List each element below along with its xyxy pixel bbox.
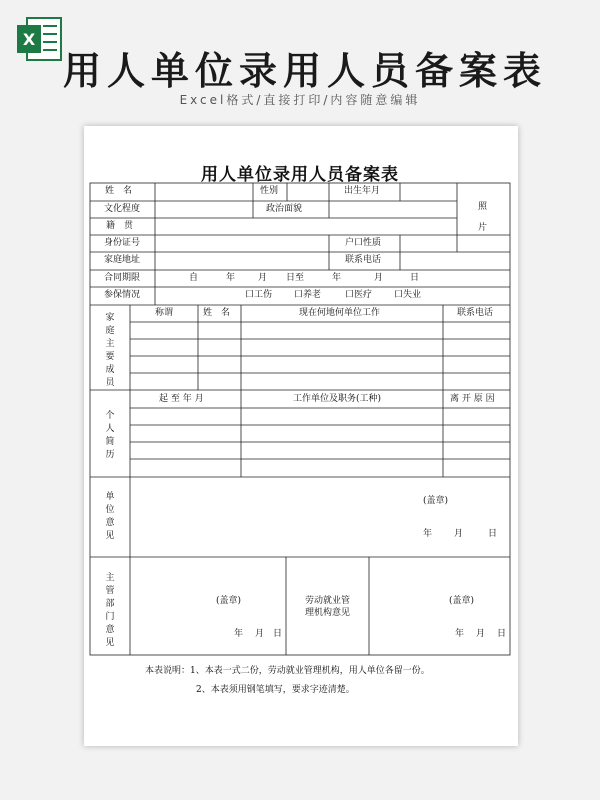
label-birth: 出生年月 — [344, 186, 381, 196]
unit-opinion-day: 日 — [488, 529, 498, 539]
contract-year-1: 年 — [226, 273, 236, 283]
contract-month-1: 月 — [258, 273, 268, 283]
authority-opinion-label: 主管部门意见 — [105, 573, 115, 648]
authority-year: 年 — [234, 629, 244, 639]
label-name: 姓 名 — [105, 186, 133, 196]
insurance-option-pension[interactable]: 口养老 — [294, 290, 322, 300]
family-header-phone: 联系电话 — [457, 308, 494, 318]
label-contract: 合同期限 — [104, 273, 141, 283]
form-title: 用人单位录用人员备案表 — [201, 165, 399, 185]
label-phone: 联系电话 — [345, 255, 382, 265]
unit-opinion-seal: (盖章) — [423, 496, 449, 506]
resume-section-label: 个人简历 — [105, 411, 115, 460]
family-header-relation: 称谓 — [155, 308, 174, 318]
label-insurance: 参保情况 — [104, 290, 141, 300]
family-header-name: 姓 名 — [203, 308, 231, 318]
label-native: 籍 贯 — [106, 221, 134, 231]
contract-year-2: 年 — [332, 273, 342, 283]
label-gender: 性别 — [260, 186, 279, 196]
label-id-number: 身份证号 — [104, 238, 141, 248]
contract-day-2: 日 — [410, 273, 420, 283]
form-note-1: 本表说明：1、本表一式二份，劳动就业管理机构，用人单位各留一份。 — [145, 666, 430, 676]
labor-bureau-label-line2: 理机构意见 — [305, 608, 351, 618]
labor-bureau-day: 日 — [497, 629, 507, 639]
authority-day: 日 — [273, 629, 283, 639]
authority-month: 月 — [255, 629, 265, 639]
labor-bureau-seal: (盖章) — [449, 596, 475, 606]
family-header-workplace: 现在何地何单位工作 — [299, 308, 381, 318]
label-photo-1: 照 — [478, 202, 488, 212]
insurance-option-unemployment[interactable]: 口失业 — [394, 290, 422, 300]
insurance-option-injury[interactable]: 口工伤 — [245, 290, 273, 300]
svg-text:X: X — [22, 30, 36, 49]
labor-bureau-month: 月 — [476, 629, 486, 639]
contract-day-to: 日至 — [286, 273, 305, 283]
label-hukou: 户口性质 — [345, 238, 382, 248]
family-section-label: 家庭主要成员 — [105, 313, 115, 388]
contract-from: 自 — [189, 273, 199, 283]
contract-month-2: 月 — [374, 273, 384, 283]
unit-opinion-month: 月 — [454, 529, 464, 539]
resume-header-reason: 离 开 原 因 — [450, 394, 495, 404]
label-political: 政治面貌 — [266, 204, 303, 214]
label-education: 文化程度 — [104, 204, 141, 214]
labor-bureau-year: 年 — [455, 629, 465, 639]
form-note-2: 2、本表须用钢笔填写，要求字迹清楚。 — [196, 685, 355, 695]
labor-bureau-label-line1: 劳动就业管 — [305, 596, 351, 606]
resume-header-period: 起 至 年 月 — [159, 394, 204, 404]
page-title: 用人单位录用人员备案表 — [62, 49, 547, 93]
label-address: 家庭地址 — [104, 255, 141, 265]
authority-seal: (盖章) — [216, 596, 242, 606]
page-subtitle: Excel格式/直接打印/内容随意编辑 — [179, 93, 421, 107]
unit-opinion-year: 年 — [423, 529, 433, 539]
label-photo-2: 片 — [478, 223, 488, 233]
resume-header-employer: 工作单位及职务(工种) — [293, 394, 382, 404]
unit-opinion-label: 单位意见 — [105, 492, 115, 541]
insurance-option-medical[interactable]: 口医疗 — [345, 290, 373, 300]
